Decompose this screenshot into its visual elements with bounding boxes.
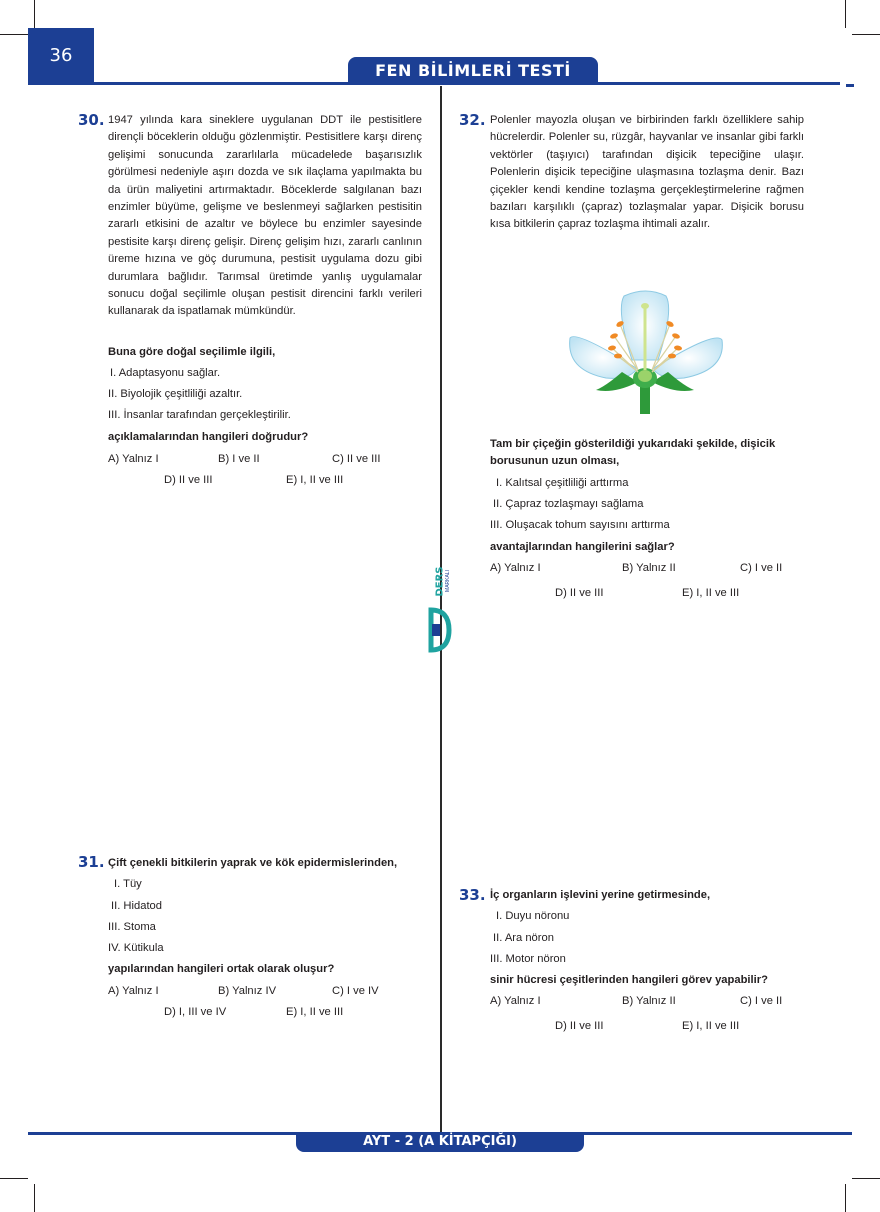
q30-stem: Buna göre doğal seçilimle ilgili, bbox=[108, 346, 276, 358]
q30-option-c[interactable]: C) II ve III bbox=[332, 453, 381, 465]
q32-option-d[interactable]: D) II ve III bbox=[555, 587, 604, 599]
page-number: 36 bbox=[28, 28, 94, 84]
q31-stem: Çift çenekli bitkilerin yaprak ve kök epidermislerinden, bbox=[108, 857, 398, 869]
q32-question: avantajlarından hangilerini sağlar? bbox=[490, 541, 675, 553]
q32-item-1: I. Kalıtsal çeşitliliği arttırma bbox=[496, 477, 629, 489]
crop-mark bbox=[34, 0, 35, 28]
q32-option-c[interactable]: C) I ve II bbox=[740, 562, 783, 574]
q30-option-a[interactable]: A) Yalnız I bbox=[108, 453, 159, 465]
logo-word: DERS bbox=[434, 566, 446, 597]
q33-item-3: III. Motor nöron bbox=[490, 953, 566, 965]
q31-option-d[interactable]: D) I, III ve IV bbox=[164, 1006, 227, 1018]
q30-passage: 1947 yılında kara sineklere uygulanan DDT ile pestisitlere dirençli böceklerin olduğu gözlenmiştir. Pestisitlere karşı direnç gelişimi sonucunda zararlılarla mücadelede başarısızlık görülmesi nedeniyle aşırı dozda ve sık ilaçlama yapılmakta bu da ürün maliyetini artırmaktadır. Böceklerde salgılanan bazı enzimler büyüme, gelişme ve beslenmeyi sağlarken pestisitin zararlı etkisini de azaltır ve böylece bu enzimler sayesinde pestisite karşı direnç gelişir. Direnç gelişim hızı, zararlı canlının üreme hızına ve göç durumuna, pestisit uygulama dozu gibi durumlara bağlıdır. Tarımsal üretimde yanlış uygulamalar sonucu doğal seçilimle oluşan pestisit direncini farklı verileri kullanarak da ispatlamak mümkündür. bbox=[108, 114, 422, 318]
q33-question: sinir hücresi çeşitlerinden hangileri görev yapabilir? bbox=[490, 974, 768, 986]
q33-option-c[interactable]: C) I ve II bbox=[740, 995, 783, 1007]
publisher-logo bbox=[427, 568, 453, 654]
q31-option-e[interactable]: E) I, II ve III bbox=[286, 1006, 344, 1018]
q33-option-d[interactable]: D) II ve III bbox=[555, 1020, 604, 1032]
q30-item-2: II. Biyolojik çeşitliliği azaltır. bbox=[108, 388, 243, 400]
q30-option-b[interactable]: B) I ve II bbox=[218, 453, 260, 465]
q32-passage: Polenler mayozla oluşan ve birbirinden farklı özelliklere sahip hücrelerdir. Polenler su, rüzgâr, hayvanlar ve insanlar gibi farklı vektörler (taşıyıcı) tarafından dişicik tepeciğine ulaşır. Polenlerin dişicik tepeciğine ulaşmasına tozlaşma denir. Bazı çiçekler kendi kendine tozlaşma gerçekleştirmelerine rağmen bazıları karşılıklı (çapraz) tozlaşmalar yapar. Dişicik borusu kısa bitkilerin çapraz tozlaşma ihtimali azalır. bbox=[490, 114, 804, 231]
q30-item-1: I. Adaptasyonu sağlar. bbox=[110, 367, 221, 379]
q33-item-2: II. Ara nöron bbox=[493, 932, 554, 944]
q33-option-e[interactable]: E) I, II ve III bbox=[682, 1020, 740, 1032]
q33-option-b[interactable]: B) Yalnız II bbox=[622, 995, 676, 1007]
q31-option-b[interactable]: B) Yalnız IV bbox=[218, 985, 277, 997]
q32-option-b[interactable]: B) Yalnız II bbox=[622, 562, 676, 574]
q33-option-a[interactable]: A) Yalnız I bbox=[490, 995, 541, 1007]
flower-diagram bbox=[566, 290, 726, 414]
q30-option-d[interactable]: D) II ve III bbox=[164, 474, 213, 486]
q31-option-c[interactable]: C) I ve IV bbox=[332, 985, 379, 997]
crop-mark bbox=[0, 34, 28, 35]
booklet-label: AYT - 2 (A KİTAPÇIĞI) bbox=[296, 1132, 584, 1152]
q31-option-a[interactable]: A) Yalnız I bbox=[108, 985, 159, 997]
crop-mark bbox=[845, 0, 846, 28]
q30-option-e[interactable]: E) I, II ve III bbox=[286, 474, 344, 486]
q31-item-4: IV. Kütikula bbox=[108, 942, 164, 954]
q32-option-e[interactable]: E) I, II ve III bbox=[682, 587, 740, 599]
question-number-31: 31. bbox=[78, 853, 105, 871]
q31-question: yapılarından hangileri ortak olarak oluşur? bbox=[108, 963, 335, 975]
crop-mark bbox=[34, 1184, 35, 1212]
q31-item-3: III. Stoma bbox=[108, 921, 156, 933]
q30-item-3: III. İnsanlar tarafından gerçekleştirilir. bbox=[108, 409, 291, 421]
crop-mark bbox=[845, 1184, 846, 1212]
question-number-33: 33. bbox=[459, 886, 486, 904]
question-number-30: 30. bbox=[78, 111, 105, 129]
q32-stem: Tam bir çiçeğin gösterildiği yukarıdaki şekilde, dişicik borusunun uzun olması, bbox=[490, 438, 776, 468]
q31-item-2: II. Hidatod bbox=[111, 900, 162, 912]
q32-option-a[interactable]: A) Yalnız I bbox=[490, 562, 541, 574]
q32-item-2: II. Çapraz tozlaşmayı sağlama bbox=[493, 498, 644, 510]
crop-mark bbox=[0, 1178, 28, 1179]
q30-question: açıklamalarından hangileri doğrudur? bbox=[108, 431, 309, 443]
crop-mark bbox=[852, 1178, 880, 1179]
crop-mark bbox=[852, 34, 880, 35]
q33-item-1: I. Duyu nöronu bbox=[496, 910, 570, 922]
q31-item-1: I. Tüy bbox=[114, 878, 142, 890]
test-title: FEN BİLİMLERİ TESTİ bbox=[348, 57, 598, 85]
q32-item-3: III. Oluşacak tohum sayısını arttırma bbox=[490, 519, 670, 531]
header-dash bbox=[846, 84, 854, 87]
logo-sub: MARKALI bbox=[444, 570, 451, 592]
question-number-32: 32. bbox=[459, 111, 486, 129]
q33-stem: İç organların işlevini yerine getirmesinde, bbox=[490, 889, 711, 901]
